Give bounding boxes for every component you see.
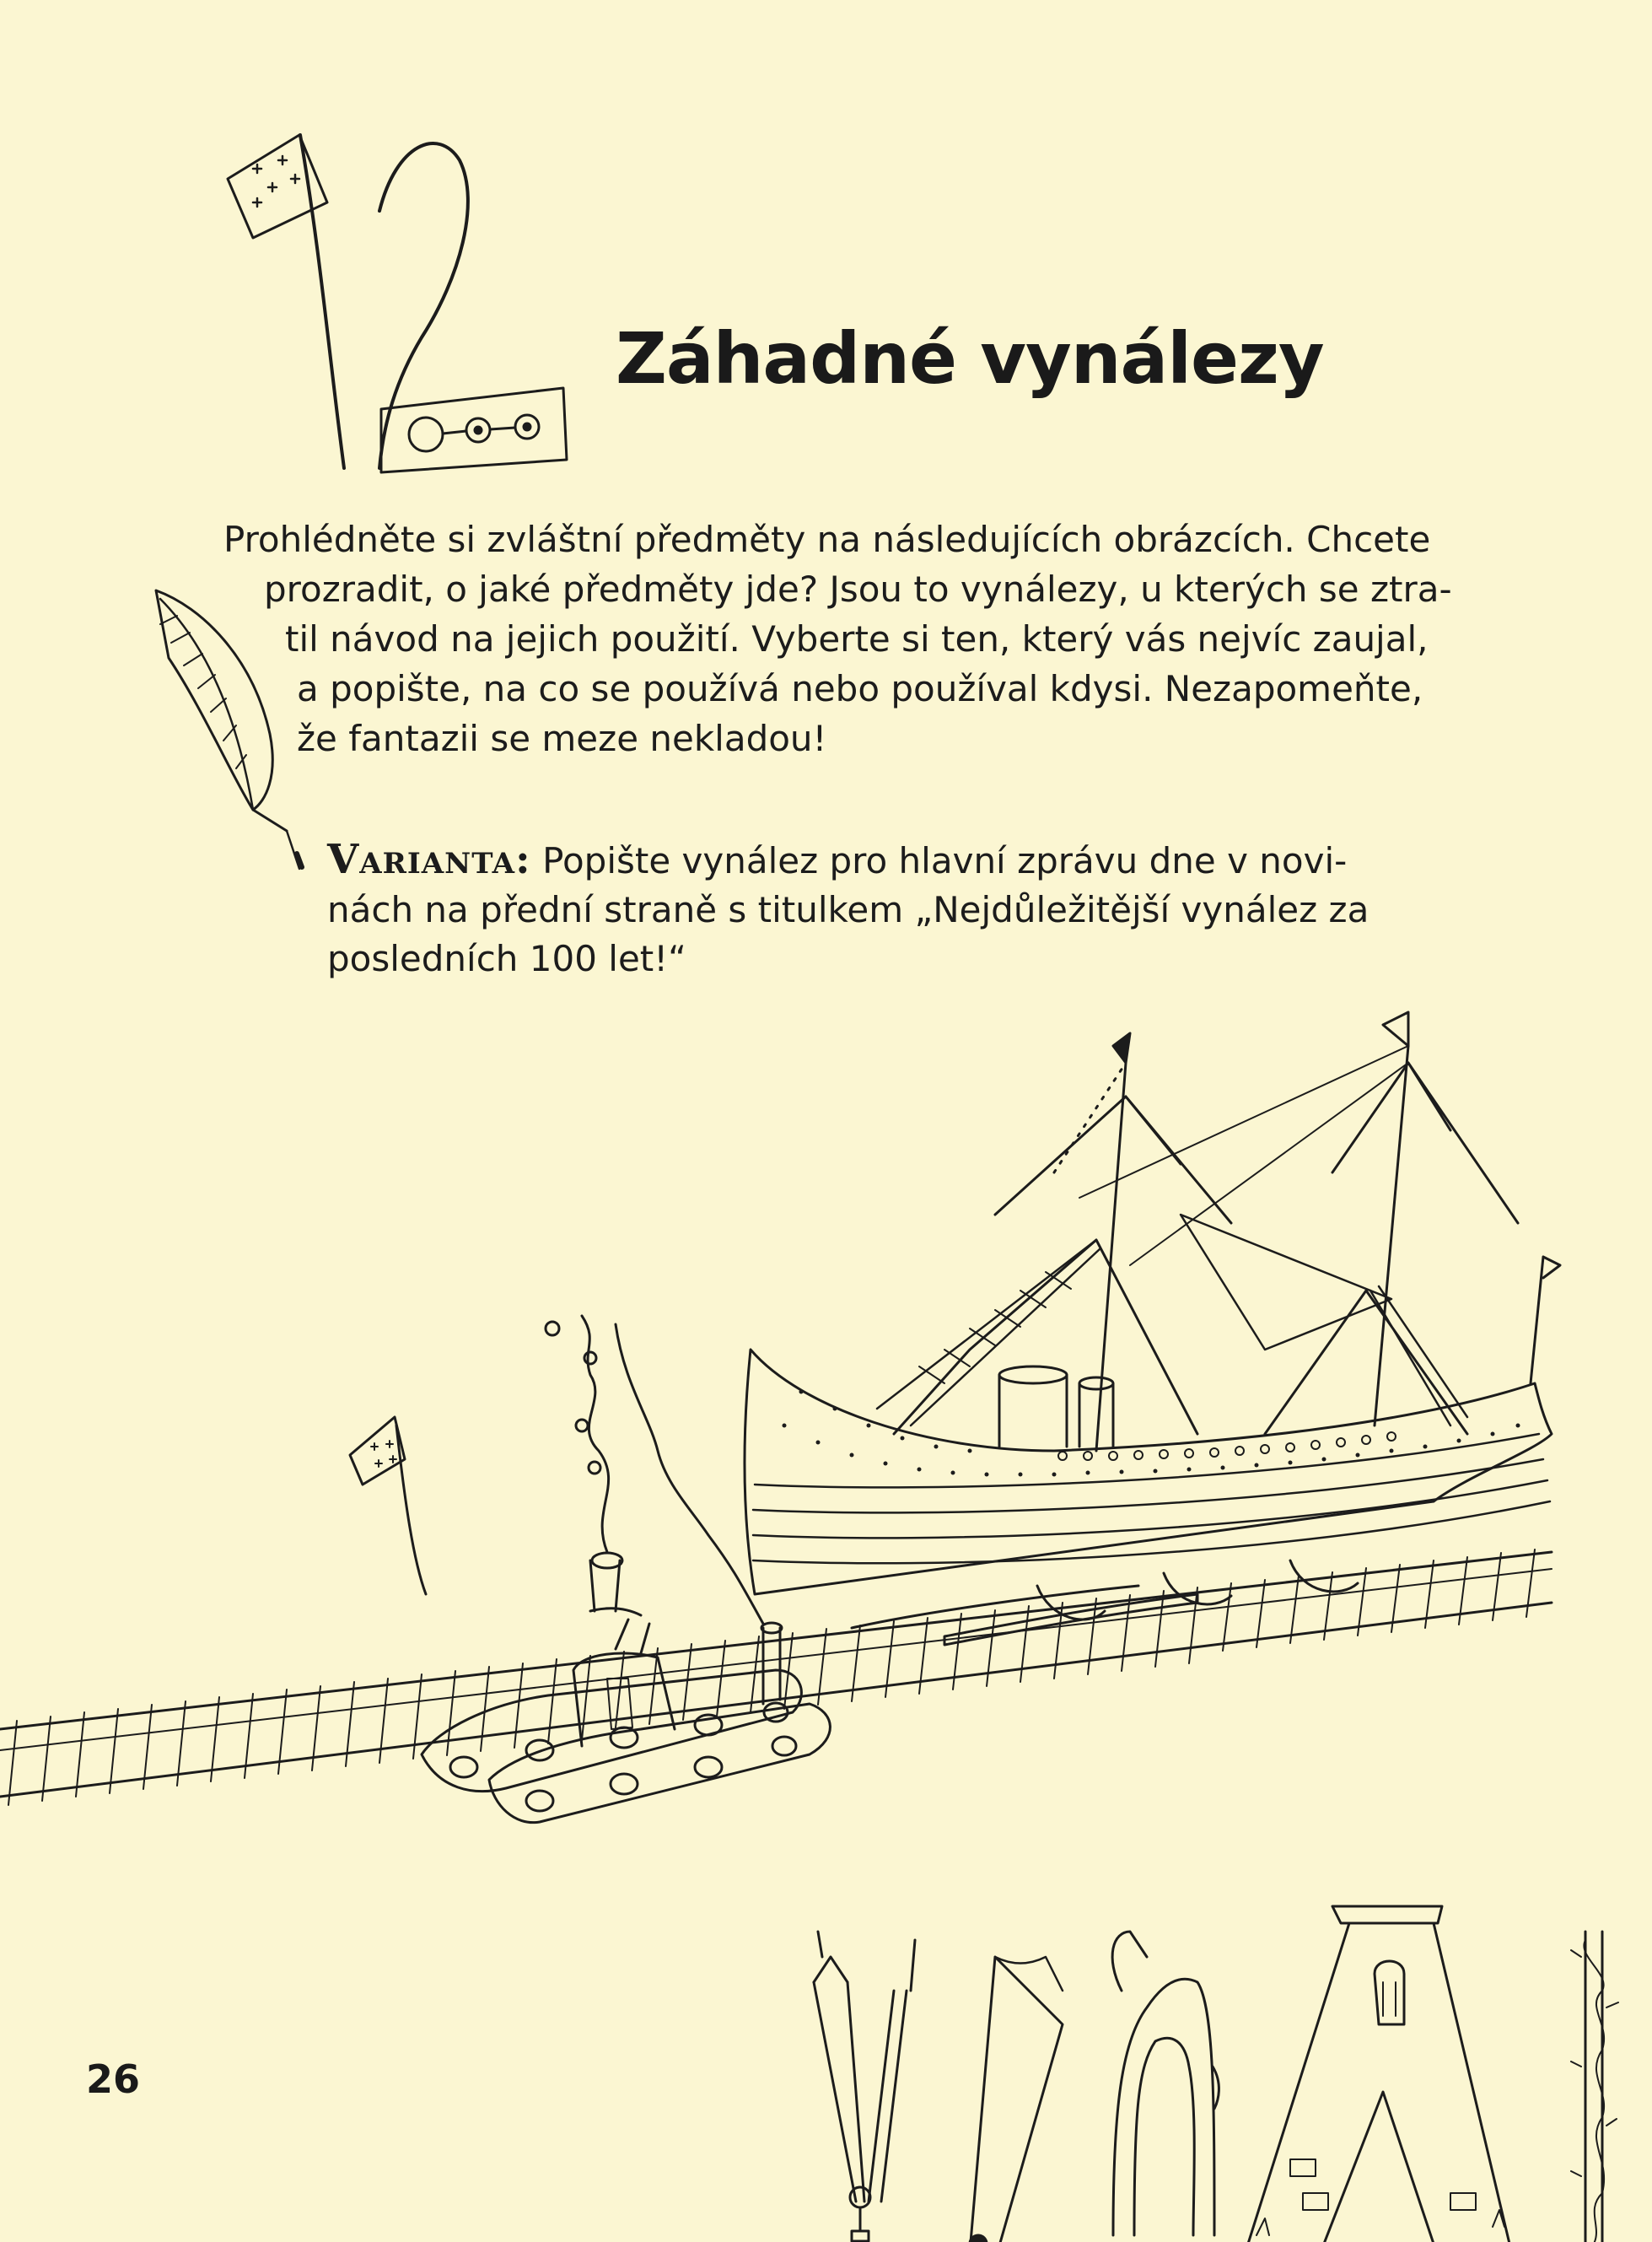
intro-line: til návod na jejich použití. Vyberte si ten, který vás nejvíc zaujal,: [285, 618, 1429, 660]
intro-line: prozradit, o jaké předměty jde? Jsou to vynálezy, u kterých se ztra-: [264, 569, 1452, 610]
intro-line: že fantazii se meze nekladou!: [297, 718, 827, 759]
page-title: Záhadné vynálezy: [616, 317, 1324, 400]
intro-paragraph: [219, 515, 1467, 763]
variant-label: Varianta:: [327, 836, 531, 883]
variant-line: [327, 835, 1457, 886]
variant-text: Popište vynález pro hlavní zprávu dne v novi-: [542, 840, 1348, 881]
decorative-letters-vyna: [814, 1906, 1618, 2242]
intro-line: Prohlédněte si zvláštní předměty na následujících obrázcích. Chcete: [223, 519, 1431, 560]
variant-line: posledních 100 let!“: [327, 938, 686, 979]
intro-line: a popište, na co se používá nebo používal kdysi. Nezapomeňte,: [297, 668, 1423, 709]
page-number: 26: [86, 2056, 141, 2102]
variant-line: nách na přední straně s titulkem „Nejdůležitější vynález za: [327, 889, 1369, 930]
chapter-number-drawing: [228, 135, 567, 472]
ship-on-rails-illustration: [0, 1012, 1560, 1823]
variant-block: [327, 835, 1457, 984]
